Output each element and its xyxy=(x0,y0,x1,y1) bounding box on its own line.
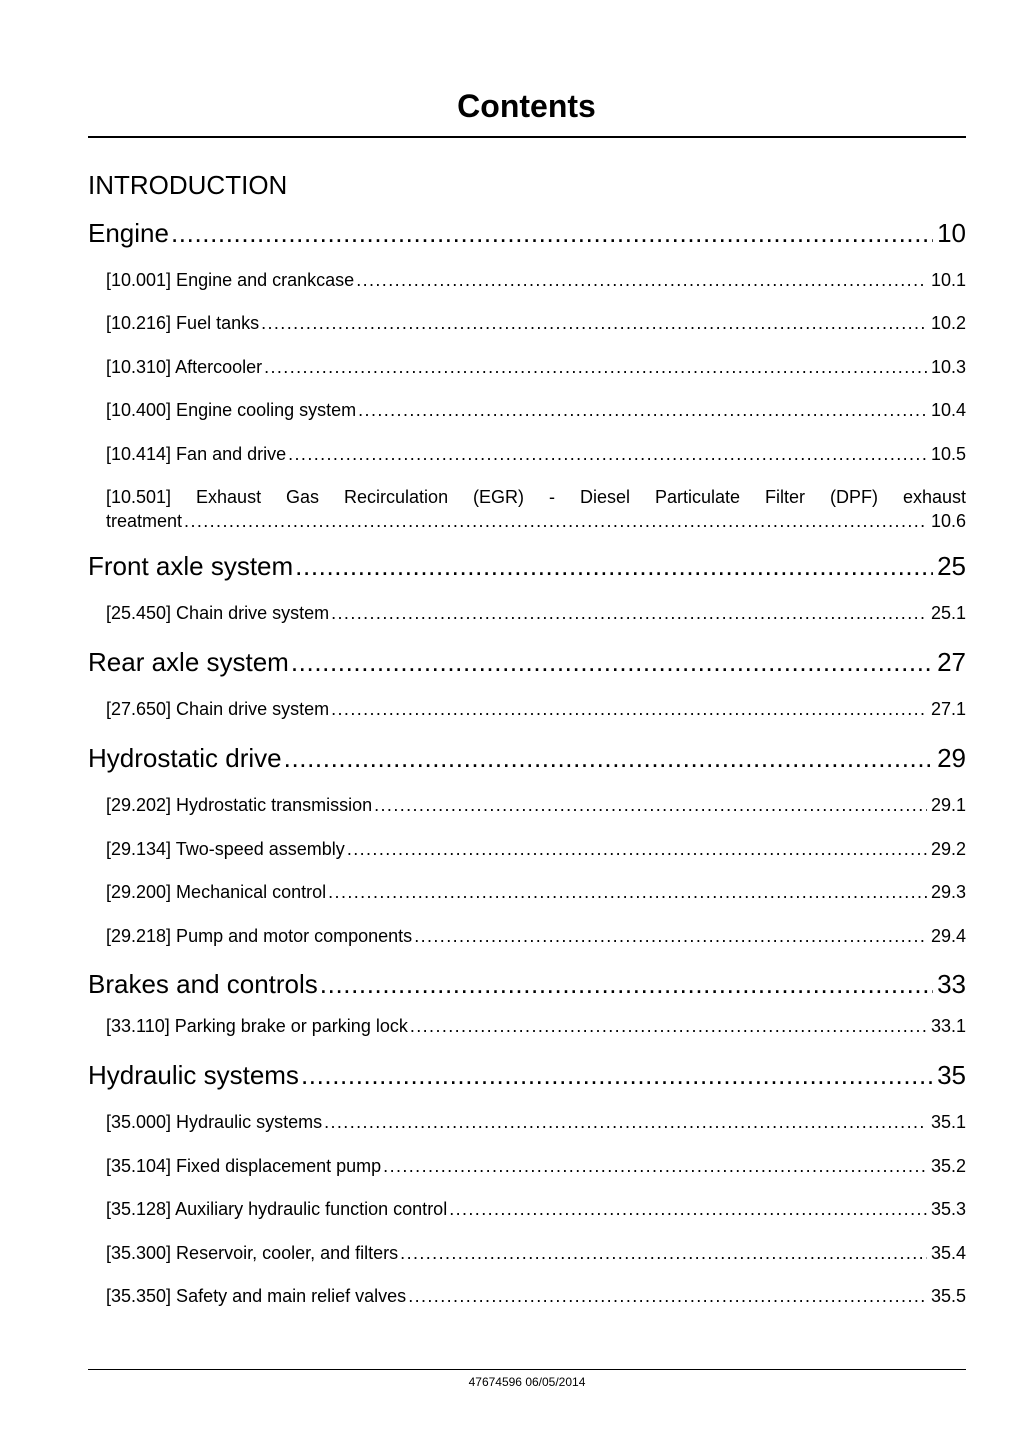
section-title: [10.400] Engine cooling system xyxy=(106,400,357,420)
footer-document-id: 47674596 06/05/2014 xyxy=(468,1375,586,1389)
section-title: [10.216] Fuel tanks xyxy=(106,313,260,333)
section-page: 10.3 xyxy=(930,357,966,377)
title-word: exhaust xyxy=(902,487,966,507)
section-title: [29.218] Pump and motor components xyxy=(106,926,413,946)
toc-section[interactable] xyxy=(106,1197,966,1221)
section-page: 25.1 xyxy=(930,603,966,623)
section-title: [29.200] Mechanical control xyxy=(106,882,327,902)
dot-leader xyxy=(169,216,933,250)
toc-section[interactable] xyxy=(106,442,966,466)
dot-leader xyxy=(182,509,927,533)
section-page: 33.1 xyxy=(930,1016,966,1036)
dot-leader xyxy=(299,1058,933,1092)
section-page: 35.1 xyxy=(930,1112,966,1132)
dot-leader xyxy=(447,1197,927,1221)
section-page: 29.4 xyxy=(930,926,966,946)
toc-chapter-brakes[interactable] xyxy=(88,967,966,1001)
chapter-page: 10 xyxy=(937,218,966,248)
section-page: 29.3 xyxy=(930,882,966,902)
section-page: 10.2 xyxy=(930,313,966,333)
title-word: Diesel xyxy=(579,487,631,507)
dot-leader xyxy=(412,924,927,948)
section-title: [35.300] Reservoir, cooler, and filters xyxy=(106,1243,399,1263)
dot-leader xyxy=(259,311,927,335)
section-title: [35.128] Auxiliary hydraulic function control xyxy=(106,1199,448,1219)
section-title: treatment xyxy=(106,511,183,531)
section-title: [29.202] Hydrostatic transmission xyxy=(106,795,373,815)
dot-leader xyxy=(406,1284,927,1308)
chapter-page: 35 xyxy=(937,1060,966,1090)
section-page: 35.2 xyxy=(930,1156,966,1176)
intro-heading[interactable]: INTRODUCTION xyxy=(88,170,288,200)
chapter-page: 29 xyxy=(937,743,966,773)
title-word: Particulate xyxy=(654,487,741,507)
title-word: (EGR) xyxy=(473,487,525,507)
toc-section[interactable] xyxy=(106,398,966,422)
toc-section[interactable] xyxy=(106,793,966,817)
toc-section[interactable] xyxy=(106,837,966,861)
footer-divider xyxy=(88,1369,966,1370)
section-title: [35.104] Fixed displacement pump xyxy=(106,1156,382,1176)
section-title: [10.310] Aftercooler xyxy=(106,357,263,377)
section-page: 29.2 xyxy=(930,839,966,859)
section-page: 10.6 xyxy=(930,511,966,531)
section-page: 35.4 xyxy=(930,1243,966,1263)
dot-leader xyxy=(354,268,927,292)
toc-chapter-rear-axle[interactable] xyxy=(88,645,966,679)
dot-leader xyxy=(293,549,933,583)
section-title: [27.650] Chain drive system xyxy=(106,699,330,719)
dot-leader xyxy=(398,1241,927,1265)
chapter-title: Front axle system xyxy=(88,551,294,581)
section-page: 10.4 xyxy=(930,400,966,420)
chapter-page: 33 xyxy=(937,969,966,999)
toc-section[interactable] xyxy=(106,1014,966,1038)
toc-chapter-hydraulic-systems[interactable] xyxy=(88,1058,966,1092)
title-word: Filter xyxy=(765,487,805,507)
toc-section[interactable] xyxy=(106,601,966,625)
toc-chapter-front-axle[interactable] xyxy=(88,549,966,583)
dot-leader xyxy=(345,837,927,861)
title-word: Gas xyxy=(286,487,320,507)
dot-leader xyxy=(282,741,933,775)
title-word: (DPF) xyxy=(829,487,878,507)
section-title: [35.350] Safety and main relief valves xyxy=(106,1286,407,1306)
toc-section[interactable] xyxy=(106,1110,966,1134)
dot-leader xyxy=(286,442,927,466)
toc-section[interactable] xyxy=(106,355,966,379)
dot-leader xyxy=(262,355,927,379)
title-word: Exhaust xyxy=(196,487,262,507)
dot-leader xyxy=(381,1154,927,1178)
section-page: 27.1 xyxy=(930,699,966,719)
section-title: [10.414] Fan and drive xyxy=(106,444,287,464)
section-title: [33.110] Parking brake or parking lock xyxy=(106,1016,408,1036)
section-page: 35.5 xyxy=(930,1286,966,1306)
toc-section[interactable] xyxy=(106,311,966,335)
toc-chapter-hydrostatic-drive[interactable] xyxy=(88,741,966,775)
page-title: Contents xyxy=(457,88,596,124)
dot-leader xyxy=(408,1014,927,1038)
toc-section[interactable] xyxy=(106,880,966,904)
section-title: [25.450] Chain drive system xyxy=(106,603,330,623)
section-title-line xyxy=(106,485,966,509)
section-page: 10.5 xyxy=(930,444,966,464)
section-page: 10.1 xyxy=(930,270,966,290)
toc-section[interactable] xyxy=(106,697,966,721)
toc-section[interactable] xyxy=(106,268,966,292)
chapter-title: Hydrostatic drive xyxy=(88,743,282,773)
dot-leader xyxy=(326,880,927,904)
dot-leader xyxy=(322,1110,927,1134)
chapter-title: Hydraulic systems xyxy=(88,1060,299,1090)
chapter-title: Brakes and controls xyxy=(88,969,318,999)
section-title: [29.134] Two-speed assembly xyxy=(106,839,345,859)
toc-chapter-engine[interactable] xyxy=(88,216,966,250)
toc-section[interactable] xyxy=(106,1284,966,1308)
chapter-page: 25 xyxy=(937,551,966,581)
title-divider xyxy=(88,136,966,138)
chapter-title: Rear axle system xyxy=(88,647,289,677)
dot-leader xyxy=(329,601,927,625)
toc-section[interactable] xyxy=(106,1154,966,1178)
title-word: Recirculation xyxy=(344,487,449,507)
chapter-page: 27 xyxy=(937,647,966,677)
title-word: - xyxy=(549,487,556,507)
toc-section-wrapped[interactable] xyxy=(106,485,966,533)
section-title-continuation xyxy=(106,509,966,533)
dot-leader xyxy=(356,398,927,422)
dot-leader xyxy=(372,793,927,817)
dot-leader xyxy=(329,697,927,721)
dot-leader xyxy=(318,967,933,1001)
title-word: [10.501] xyxy=(106,487,172,507)
toc-section[interactable] xyxy=(106,924,966,948)
section-title: [35.000] Hydraulic systems xyxy=(106,1112,323,1132)
section-page: 35.3 xyxy=(930,1199,966,1219)
dot-leader xyxy=(289,645,933,679)
chapter-title: Engine xyxy=(88,218,169,248)
section-page: 29.1 xyxy=(930,795,966,815)
section-title: [10.001] Engine and crankcase xyxy=(106,270,355,290)
toc-section[interactable] xyxy=(106,1241,966,1265)
